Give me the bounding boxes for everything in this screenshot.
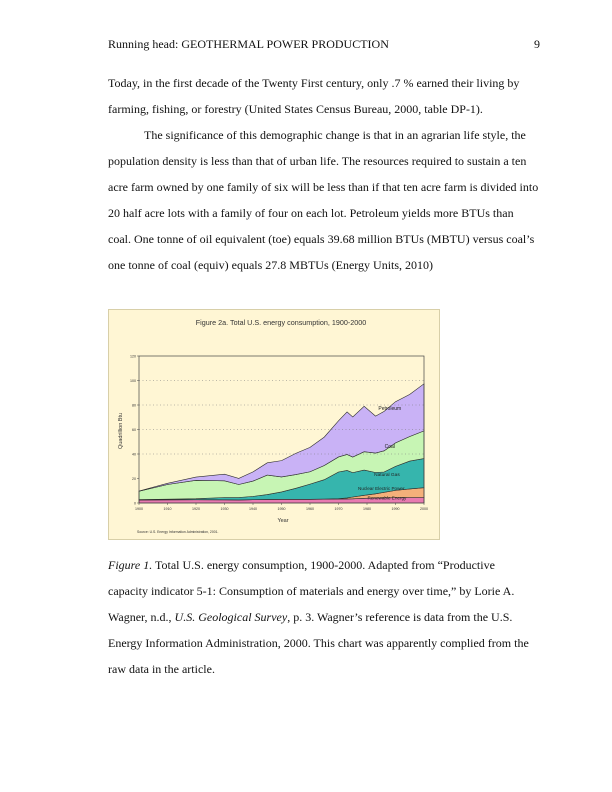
caption-text: , p. 3. Wagner’s reference is data from the U.S. (287, 610, 513, 624)
paragraph-2 (108, 122, 540, 278)
chart-source: Source: U.S. Energy Information Administration, 2001. (137, 530, 219, 534)
y-axis-label: Quadrillion Btu (118, 412, 124, 450)
y-tick-label: 0 (134, 501, 136, 506)
paragraph-line: 20 half acre lots with a family of four on each lot. Petroleum yields more BTUs than (108, 206, 514, 220)
caption-text: Total U.S. energy consumption, 1900-2000. Adapted from “Productive (155, 558, 495, 572)
running-head-text: Running head: GEOTHERMAL POWER PRODUCTION (108, 37, 389, 51)
area-label: Natural Gas (374, 473, 400, 479)
caption-text: Wagner, n.d., (108, 610, 175, 624)
energy-consumption-chart (108, 309, 440, 540)
paragraph-line: one tonne of coal (equiv) equals 27.8 MBTUs (Energy Units, 2010) (108, 258, 434, 272)
figure-label: Figure 1. (108, 558, 153, 572)
paragraph-line: population density is less than that of urban life. The resources required to sustain a ten (108, 154, 527, 168)
area-label: Coal (384, 443, 395, 450)
paragraph-line: The significance of this demographic change is that in an agrarian life style, the (144, 128, 526, 142)
caption-line (108, 578, 540, 604)
x-axis-label: Year (277, 518, 289, 524)
caption-line (108, 656, 540, 682)
x-tick-label: 1980 (363, 507, 371, 511)
paragraph-line: Today, in the first decade of the Twenty First century, only .7 % earned their living by (108, 76, 520, 90)
caption-line (108, 604, 540, 630)
paragraph-line: acre farm owned by one family of six will be less than if that ten acre farm is divided into (108, 180, 539, 194)
paragraph-line: coal. One tonne of oil equivalent (toe) equals 39.68 million BTUs (MBTU) versus coal’s (108, 232, 535, 246)
caption-line (108, 552, 540, 578)
x-tick-label: 1990 (391, 507, 400, 511)
area-label: Petroleum (378, 405, 402, 412)
x-tick-label: 1950 (277, 507, 286, 511)
x-tick-label: 1910 (163, 507, 172, 511)
caption-text: raw data in the article. (108, 662, 215, 676)
x-tick-label: 1930 (220, 507, 229, 511)
y-tick-label: 40 (132, 452, 136, 457)
chart-areas (139, 384, 424, 503)
caption-text: capacity indicator 5-1: Consumption of materials and energy over time,” by Lorie A. (108, 584, 515, 598)
x-tick-label: 1940 (249, 507, 257, 511)
caption-line (108, 630, 540, 656)
x-tick-label: 1970 (334, 507, 343, 511)
page-number: 9 (534, 37, 540, 51)
body-text (108, 70, 540, 278)
area-label: Nuclear Electric Power (358, 486, 405, 492)
paragraph-1 (108, 70, 540, 122)
y-tick-label: 80 (132, 403, 136, 408)
x-tick-label: 2000 (420, 507, 428, 511)
x-tick-label: 1960 (306, 507, 314, 511)
paragraph-line: farming, fishing, or forestry (United States Census Bureau, 2000, table DP-1). (108, 102, 483, 116)
x-tick-label: 1920 (192, 507, 200, 511)
y-tick-label: 60 (132, 427, 136, 432)
x-tick-label: 1900 (135, 507, 143, 511)
running-head (108, 37, 540, 51)
figure-caption (108, 552, 540, 682)
chart-title: Figure 2a. Total U.S. energy consumption, 1900-2000 (195, 318, 367, 327)
caption-italic-text: U.S. Geological Survey (174, 610, 288, 624)
y-tick-label: 20 (132, 476, 136, 481)
chart-canvas (109, 310, 441, 541)
y-tick-label: 100 (130, 378, 136, 383)
y-tick-label: 120 (130, 354, 136, 359)
area-label: Renewable Energy (367, 495, 407, 501)
caption-text: Energy Information Administration, 2000. This chart was apparently complied from the (108, 636, 529, 650)
